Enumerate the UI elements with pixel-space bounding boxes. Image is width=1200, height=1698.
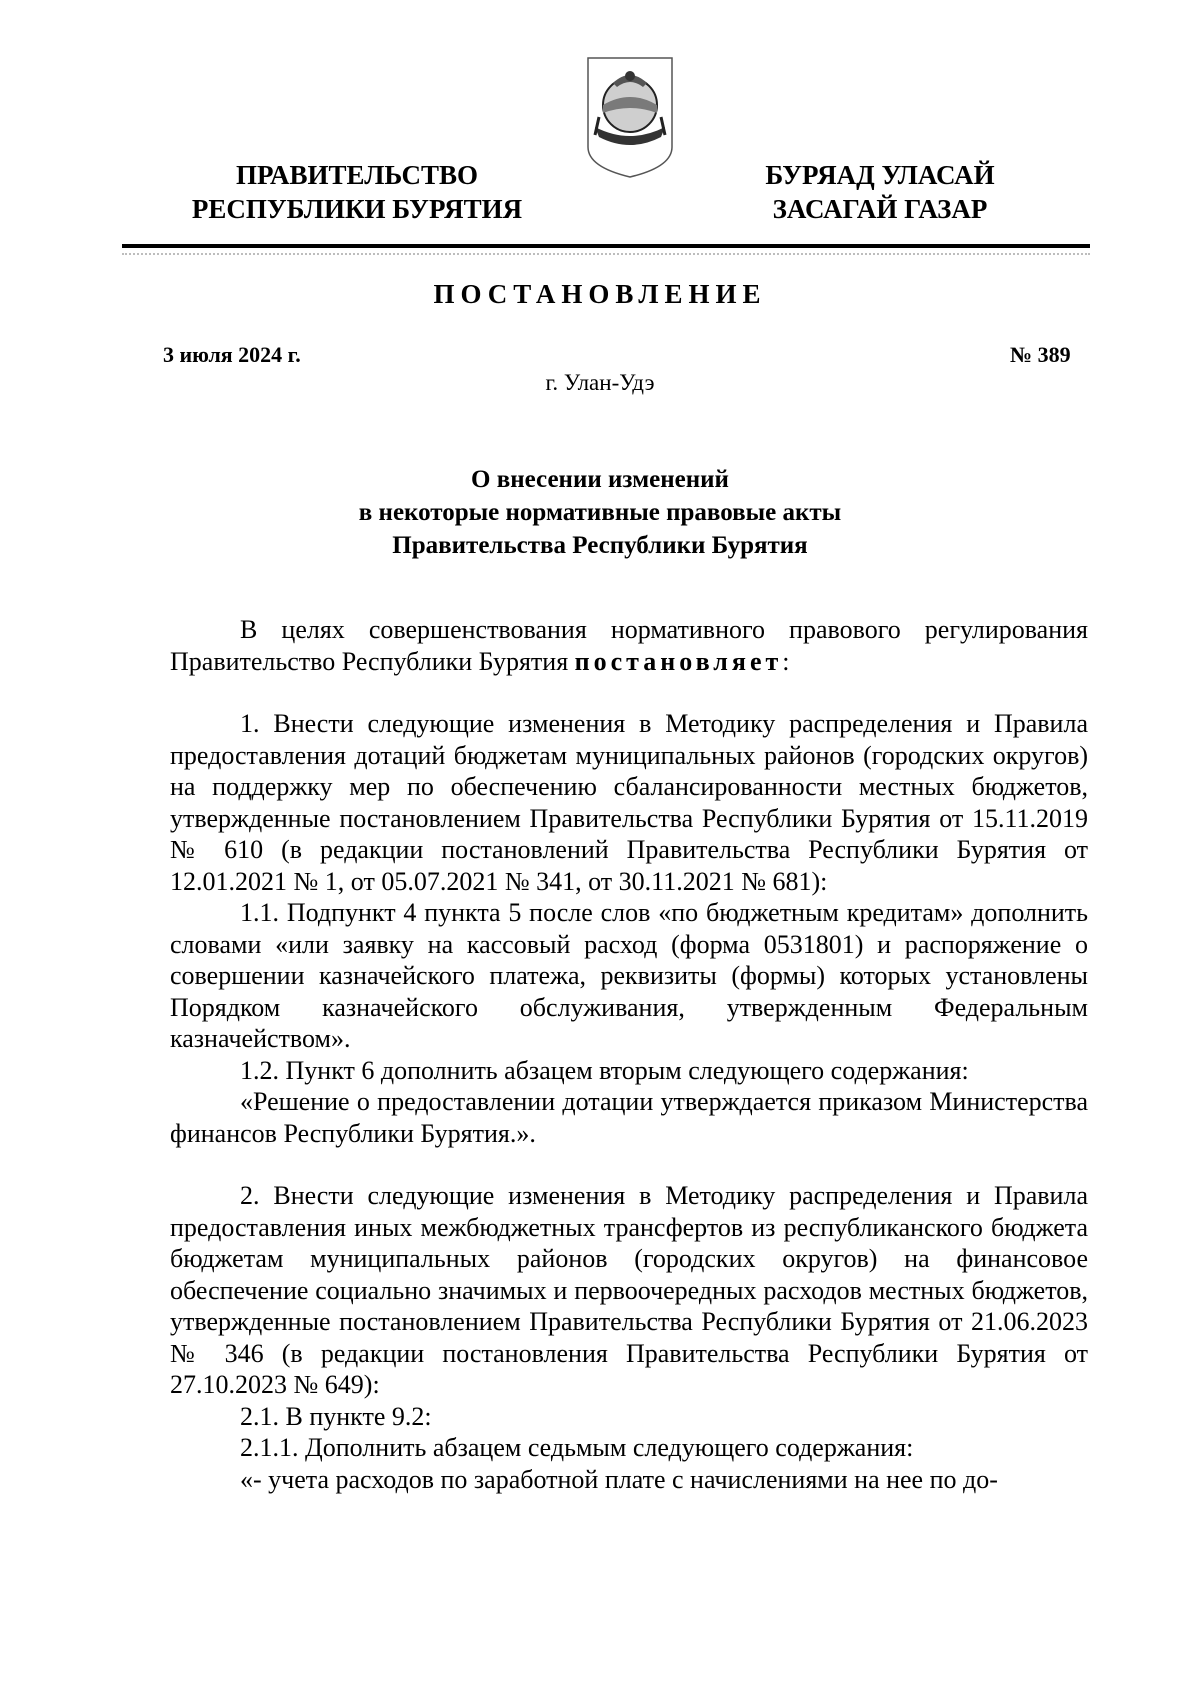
resolution-keyword: постановляет bbox=[574, 646, 783, 676]
preamble-paragraph bbox=[170, 614, 1088, 677]
government-name-buryat bbox=[745, 158, 1015, 226]
preamble-text: В целях совершенствования нормативного правового регулирования Правительство Республики Бурятия bbox=[170, 615, 1088, 676]
paragraph-1-2-quote: «Решение о предоставлении дотации утверждается приказом Министерства финансов Республики Бурятия.». bbox=[170, 1087, 1088, 1148]
paragraph-2-1-1: 2.1.1. Дополнить абзацем седьмым следующего содержания: bbox=[240, 1433, 914, 1462]
paragraph-1: 1. Внести следующие изменения в Методику распределения и Правила предоставления дотаций бюджетам муниципальных районов (городских округов) на поддержку мер по обеспечению сбалансированности местных бюджетов, утвержденные постановлением Правительства Республики Бурятия от 15.11.2019 № 610 (в редакции постановлений Правительства Республики Бурятия от 12.01.2021 № 1, от 05.07.2021 № 341, от 30.11.2021 № 681): bbox=[170, 709, 1088, 896]
header-divider bbox=[122, 244, 1090, 248]
title-line: О внесении изменений bbox=[471, 466, 729, 493]
government-name-line: ЗАСАГАЙ ГАЗАР bbox=[772, 194, 988, 224]
document-date: 3 июля 2024 г. bbox=[163, 342, 301, 367]
paragraph-2-1-1-quote: «- учета расходов по заработной плате с начислениями на нее по до- bbox=[240, 1464, 998, 1494]
government-name-line: РЕСПУБЛИКИ БУРЯТИЯ bbox=[191, 194, 523, 224]
paragraph-1-1: 1.1. Подпункт 4 пункта 5 после слов «по бюджетным кредитам» дополнить словами «или заявку на кассовый расход (форма 0531801) и распоряжение о совершении казначейского платежа, реквизиты (формы) которых установлены Порядком казначейского обслуживания, утвержденным Федеральным казначейством». bbox=[170, 898, 1088, 1053]
government-name-russian bbox=[172, 158, 542, 226]
paragraph-2-1: 2.1. В пункте 9.2: bbox=[240, 1401, 432, 1431]
paragraph-1-2: 1.2. Пункт 6 дополнить абзацем вторым следующего содержания: bbox=[240, 1055, 969, 1085]
document-type: ПОСТАНОВЛЕНИЕ bbox=[433, 279, 767, 309]
document-body bbox=[170, 614, 1088, 1495]
preamble-end: : bbox=[782, 646, 790, 676]
title-line: Правительства Республики Бурятия bbox=[392, 532, 808, 559]
government-name-line: ПРАВИТЕЛЬСТВО bbox=[235, 160, 479, 190]
document-number: № 389 bbox=[1010, 342, 1071, 367]
title-line: в некоторые нормативные правовые акты bbox=[358, 499, 842, 526]
document-title bbox=[0, 463, 1200, 562]
coat-of-arms-emblem-icon bbox=[585, 55, 675, 180]
government-name-line: БУРЯАД УЛАСАЙ bbox=[765, 160, 995, 190]
document-city: г. Улан-Удэ bbox=[545, 370, 655, 395]
header-divider-dotted bbox=[122, 253, 1090, 255]
paragraph-2: 2. Внести следующие изменения в Методику распределения и Правила предоставления иных межбюджетных трансфертов из республиканского бюджета бюджетам муниципальных районов (городских округов) на финансовое обеспечение социально значимых и первоочередных расходов местных бюджетов, утвержденные постановлением Правительства Республики Бурятия от 21.06.2023 № 346 (в редакции постановления Правительства Республики Бурятия от 27.10.2023 № 649): bbox=[170, 1181, 1088, 1399]
